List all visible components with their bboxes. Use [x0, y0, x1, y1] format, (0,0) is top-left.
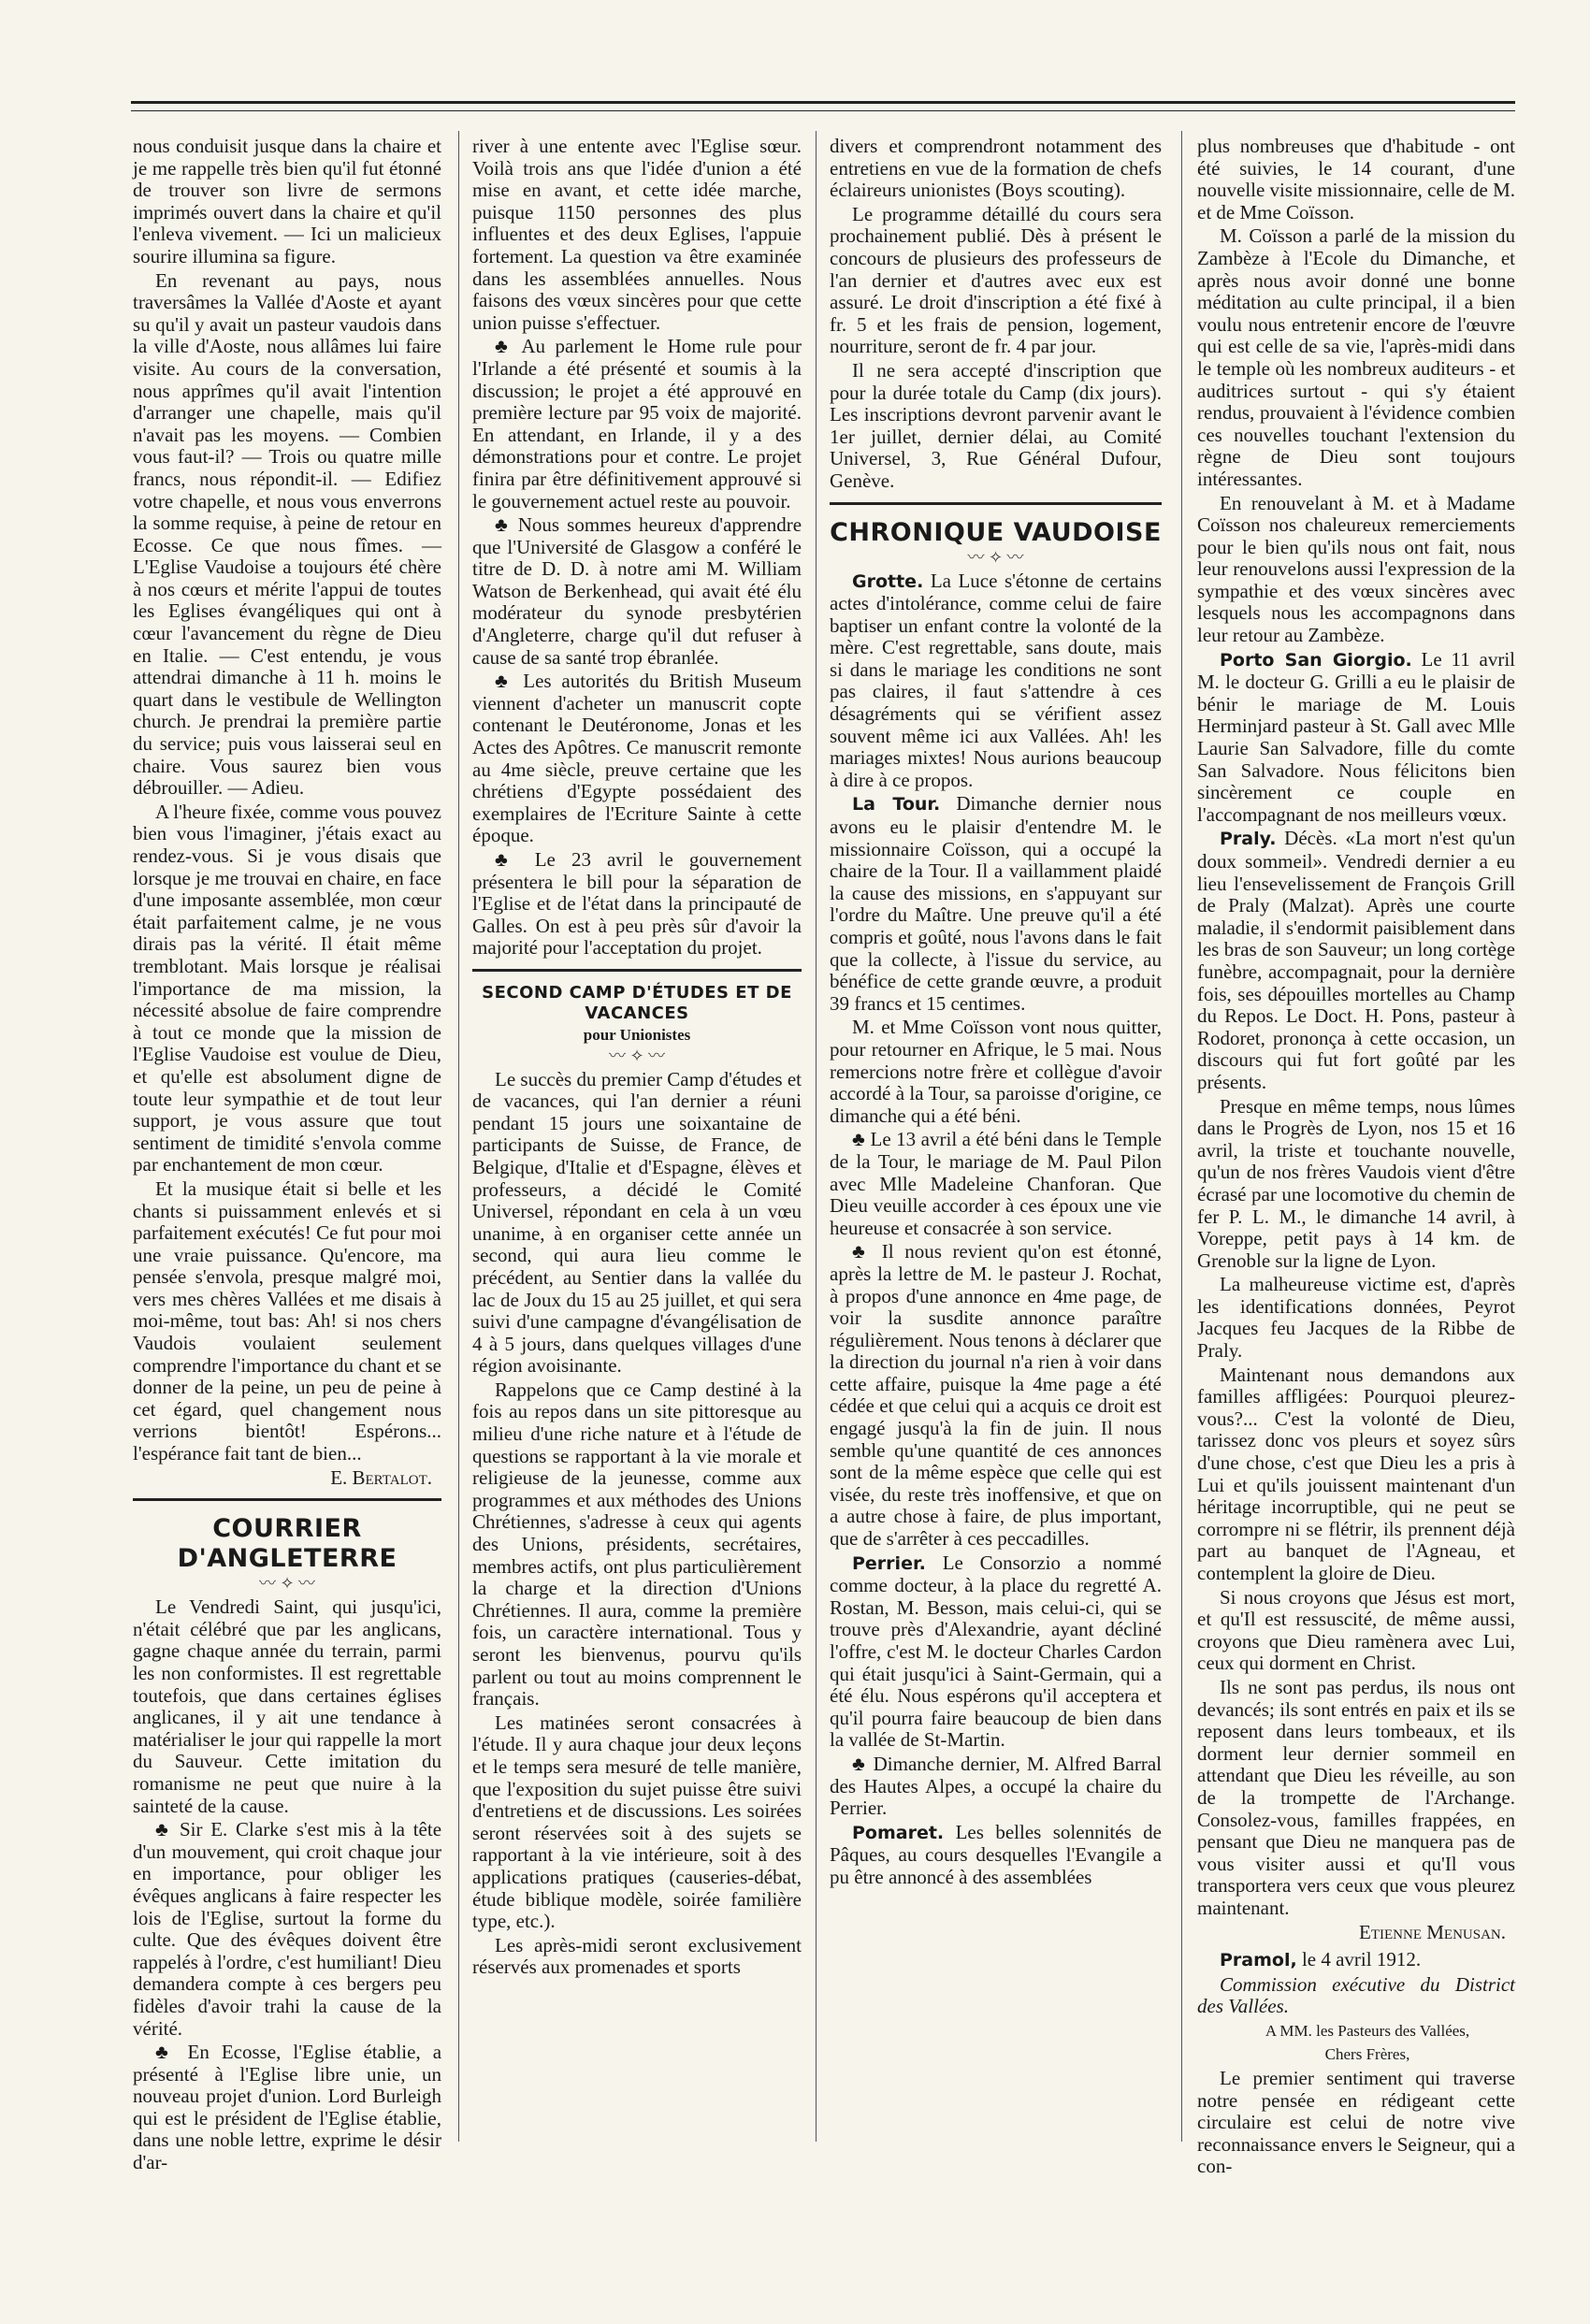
clover-ornament-icon: ♣ [155, 2041, 176, 2064]
flourish-ornament: 〰 ✧ 〰 [608, 1046, 666, 1065]
section-title-courrier: COURRIER D'ANGLETERRE [177, 1514, 398, 1574]
paragraph: A l'heure fixée, comme vous pouvez bien vous l'imaginer, j'étais exact au rendez-vous. Si je vous disais que lorsque je me trouvai en chaire, en face d'une imposante assemblée, mon cœur était parfaitement calme, je ne vous dirais pas la vérité. Il était même tremblotant. Mais lorsque je réalisai l'importance de ma mission, la nécessité absolue de faire comprendre à tout ce monde que la mission de l'Eglise Vaudoise est voulue de Dieu, et qu'elle est absolument digne de toute leur sympathie et de tout leur support, je vous assure que tout sentiment de timidité s'envola comme par enchantement de mon cœur. [133, 800, 442, 1176]
paragraph: M. Coïsson a parlé de la mission du Zambèze à l'Ecole du Dimanche, et après nous avoir donné une bonne méditation au culte principal, il a bien voulu nous entretenir encore de l'œuvre qui est celle de sa vie, l'après-midi dans le temple où les nombreux auditeurs - et auditrices surtout - qui s'y étaient rendus, prouvaient à l'évidence combien ces nouvelles touchant l'extension du règne de Dieu sont toujours intéressantes. [1197, 224, 1515, 490]
paragraph: En renouvelant à M. et à Madame Coïsson nos chaleureux remerciements pour le bien qu'ils nous ont fait, nous leur renouvelons aussi l'expression de la sympathie et des vœux sincères avec lesquels nous les accompagnons dans leur retour au Zambèze. [1197, 491, 1515, 647]
place-name: La Tour. [852, 794, 941, 816]
clover-ornament-icon: ♣ [495, 513, 511, 537]
column-divider [1181, 131, 1182, 2142]
clover-ornament-icon: ♣ [852, 1128, 866, 1151]
place-name: Praly. [1220, 829, 1277, 850]
paragraph: river à une entente avec l'Eglise sœur. Voilà trois ans que l'idée d'union a été mise en avant, et cette idée marche, puisque 1150 personnes des plus influentes et des deux Eglises, l'appuie fortement. La question va être examinée dans les assemblées annuelles. Nous faisons des vœux sincères pour que cette union puisse s'effectuer. [472, 135, 802, 334]
paragraph: Si nous croyons que Jésus est mort, et qu'Il est ressuscité, de même aussi, croyons que Dieu ramènera avec Lui, ceux qui dorment en Christ. [1197, 1585, 1515, 1675]
address-line: A MM. les Pasteurs des Vallées, [1265, 2021, 1470, 2040]
paragraph-text: En Ecosse, l'Eglise établie, a présenté à l'Eglise libre unie, un nouveau projet d'union. Lord Burleigh qui est le président de l'Eglise établie, dans une noble lettre, exprime le désir d'ar- [133, 2041, 442, 2174]
section-rule [830, 502, 1162, 505]
paragraph-text: Le 13 avril a été béni dans le Temple de la Tour, le mariage de M. Paul Pilon avec Mlle Madeleine Chanforan. Que Dieu veuille accorder à ces époux une vie heureuse et consacrée à son service. [830, 1128, 1163, 1239]
paragraph-text: Les belles solennités de Pâques, au cours desquelles l'Evangile a pu être annoncé à des assemblées [830, 1820, 1162, 1888]
section-title-camp: SECOND CAMP D'ÉTUDES ET DE VACANCES [482, 982, 792, 1023]
paragraph: Les après-midi seront exclusivement réservés aux promenades et sports [472, 1933, 802, 1979]
paragraph: Le premier sentiment qui traverse notre pensée en rédigeant cette circulaire est celui de notre vive reconnaissance envers le Seigneur, qui a con- [1197, 2067, 1515, 2178]
paragraph: En revenant au pays, nous traversâmes la Vallée d'Aoste et ayant su qu'il y avait un pasteur vaudois dans la ville d'Aoste, nous allâmes lui faire visite. Au cours de la conversation, nous apprîmes qu'il avait l'intention d'arranger une chapelle, mais qu'il n'avait pas les moyens. — Combien vous faut-il? — Trois ou quatre mille francs, nous répondit-il. — Edifiez votre chapelle, et nous vous enverrons la somme requise, à peine de retour en Ecosse. Ce que nous fîmes. — L'Eglise Vaudoise a toujours été chère à nos cœurs et mérite l'appui de toutes les Eglises évangéliques qui ont à cœur l'avancement du règne de Dieu en Italie. — C'est entendu, je vous attendrai dimanche à 11 h. moins le quart dans le vestibule de Wellington church. Je prendrai la première partie du service; puis vous laisserai seul en chaire. Vous saurez bien vous débrouiller. — Adieu. [133, 268, 441, 800]
column-divider [816, 131, 817, 2142]
paragraph: M. et Mme Coïsson vont nous quitter, pour retourner en Afrique, le 5 mai. Nous remercions notre frère et collègue d'avoir accordé à la Tour, sa paroisse d'origine, ce dimanche qui a été béni. [830, 1016, 1162, 1127]
paragraph-text: Le 11 avril M. le docteur G. Grilli a eu le plaisir de bénir le mariage de M. Louis Herminjard pasteur à St. Gall avec Mlle Laurie San Salvadore, fille du comte San Salvadore. Nous félicitons bien sincèrement ce couple en l'accompagnant de nos meilleurs vœux. [1197, 647, 1515, 826]
clover-ornament-icon: ♣ [495, 335, 513, 358]
paragraph: Rappelons que ce Camp destiné à la fois au repos dans un site pittoresque au milieu d'une riche nature et à l'étude de questions se rapportant à la vie morale et religieuse de la jeunesse, comme aux programmes et aux méthodes des Unions Chrétiennes, s'adresse à ceux qui agents des Unions, présidents, secrétaires, membres actifs, ont plus particulièrement la charge et la direction d'Unions Chrétiennes. Il aura, comme la première fois, un caractère international. Tous y seront les bienvenus, pourvu qu'ils parlent ou tout au moins comprennent le français. [472, 1378, 802, 1711]
place-name: Grotte. [852, 570, 924, 592]
signature: E. Bertalot. [330, 1465, 432, 1489]
clover-ornament-icon: ♣ [495, 670, 513, 693]
flourish-ornament: 〰 ✧ 〰 [967, 547, 1024, 567]
place-name: Porto San Giorgio. [1220, 649, 1412, 671]
section-subtitle-camp: pour Unionistes [583, 1025, 691, 1044]
place-name: Pramol, [1220, 1950, 1297, 1971]
paragraph: La malheureuse victime est, d'après les identifications données, Peyrot Jacques feu Jacques de la Ribbe de Praly. [1197, 1273, 1515, 1363]
section-rule [133, 1498, 441, 1501]
place-name: Perrier. [852, 1552, 926, 1574]
column-1 [133, 135, 442, 2174]
date-text: le 4 avril 1912. [1301, 1948, 1422, 1971]
paragraph-text: Dimanche dernier nous avons eu le plaisir d'entendre M. le missionnaire Coïsson, qui a occupé la chaire de la Tour. Il a vaillamment plaidé la cause des missions, en s'appuyant sur l'ordre du Maître. Une preuve qu'il a été compris et goûté, nous l'avons dans le fait que la collecte, à l'issue du service, au bénéfice de cette grande œuvre, a produit 39 francs et 15 centimes. [830, 792, 1162, 1015]
paragraph-text: Dimanche dernier, M. Alfred Barral des Hautes Alpes, a occupé la chaire du Perrier. [830, 1752, 1163, 1820]
paragraph: Ils ne sont pas perdus, ils nous ont devancés; ils sont entrés en paix et ils se reposent dans leurs tombeaux, et ils dorment leur dernier sommeil en attendant que Dieu les réveille, au son de la trompette de l'Archange. Consolez-vous, familles frappées, en pensant que Dieu ne manquera pas de vous visiter aussi et qu'Il vous transportera vers ceux que vous pleurez maintenant. [1197, 1675, 1515, 1919]
paragraph: Le programme détaillé du cours sera prochainement publié. Dès à présent le concours de plusieurs des professeurs de l'an dernier et d'autres avec eux est assuré. Le droit d'inscription a été fixé à fr. 5 et les frais de pension, logement, nourriture, seront de fr. 4 par jour. [830, 202, 1162, 358]
paragraph-text: Il nous revient qu'on est étonné, après la lettre de M. le pasteur J. Rochat, à propos d'une annonce en 4me page, de voir la susdite annonce paraître régulièrement. Nous tenons à déclarer que la direction du journal n'a rien à voir dans cette affaire, puisque la 4me page a été cédée et que celui qui a acquis ce droit est engagé jusqu'à la fin de juin. Il nous semble qu'une quantité de ces annonces sont de la même espèce que celle qui est visée, du reste très inoffensive, et que on a autre chose à faire, de plus important, que de s'arrêter à ces peccadilles. [830, 1240, 1163, 1551]
paragraph: Maintenant nous demandons aux familles affligées: Pourquoi pleurez-vous?... C'est la volonté de Dieu, tarissez donc vos pleurs et soyez sûrs d'une chose, c'est que Dieu les a pris à Lui et qu'ils jouissent maintenant d'un héritage incorruptible, qui ne peut se corrompre ni se flétrir, ils prennent déjà part au banquet de l'Agneau, et contemplent la gloire de Dieu. [1197, 1363, 1515, 1584]
clover-ornament-icon: ♣ [852, 1752, 867, 1775]
salutation: Chers Frères, [1324, 2045, 1410, 2064]
commission-heading: Commission exécutive du District des Vallées. [1197, 1972, 1515, 2018]
page-top-rule [131, 101, 1515, 111]
paragraph-text: Décès. «La mort n'est qu'un doux sommeil». Vendredi dernier a eu lieu l'ensevelissement de François Grill de Praly (Malzat). Après une courte maladie, il s'endormit paisiblement dans les bras de son Sauveur; un long cortège funèbre, accompagnait, pour la dernière fois, ses dépouilles mortelles au Champ du Repos. Le Doct. H. Pons, pasteur à Rodoret, prononça à cette occasion, un discours qui fut fort goûté par les présents. [1197, 827, 1515, 1093]
clover-ornament-icon: ♣ [495, 848, 519, 871]
paragraph-text: Au parlement le Home rule pour l'Irlande a été présenté et soumis à la discussion; le projet a été approuvé en première lecture par 95 voix de majorité. En attendant, en Irlande, il y a des démonstrations pour et contre. Le projet finira par être définitivement approuvé si le gouvernement actuel reste au pouvoir. [472, 335, 802, 512]
section-rule [472, 969, 802, 972]
paragraph-text: Nous sommes heureux d'apprendre que l'Université de Glasgow a conféré le titre de D. D. à notre ami M. William Watson de Berkenhead, qui avait été élu modérateur du synode presbytérien d'Angleterre, charge qu'il dut refuser à cause de sa santé trop ébranlée. [472, 513, 802, 669]
place-name: Pomaret. [852, 1822, 945, 1843]
paragraph: Il ne sera accepté d'inscription que pour la durée totale du Camp (dix jours). Les inscriptions devront parvenir avant le 1er juillet, dernier délai, au Comité Universel, 3, Rue Général Dufour, Genève. [830, 358, 1162, 492]
paragraph: Les matinées seront consacrées à l'étude. Il y aura chaque jour deux leçons et le temps sera mesuré de telle manière, que l'exposition du sujet puisse être suivi d'entretiens et de discussions. Les soirées seront réservées soit à des sujets se rapportant à la vie intérieure, soit à des applications pratiques (causeries-débat, étude biblique modèle, soirée familière type, etc.). [472, 1711, 802, 1933]
column-2 [472, 136, 802, 2146]
paragraph-text: La Luce s'étonne de certains actes d'intolérance, comme celui de faire baptiser un enfant contre la volonté de la mère. C'est regrettable, sans doute, mais si dans le mariage les conditions ne sont pas claires, il faut s'attendre à ces désagréments qui se vérifient assez souvent même ici aux Vallées. Ah! les mariages mixtes! Nous aurions beaucoup à dire à ce propos. [830, 569, 1163, 791]
column-3 [830, 136, 1162, 2146]
paragraph-text: Sir E. Clarke s'est mis à la tête d'un mouvement, qui croit chaque jour en importance, pour obliger les évêques anglicans à faire respecter les lois de l'Eglise, surtout la forme du culte. Que des évêques doivent être rappelés à l'ordre, c'est humiliant! Dieu demandera compte à ces bergers peu fidèles d'avoir trahi la cause de la vérité. [133, 1818, 442, 2040]
flourish-ornament: 〰 ✧ 〰 [258, 1574, 316, 1594]
paragraph: plus nombreuses que d'habitude - ont été suivies, le 14 courant, d'une nouvelle visite missionnaire, celle de M. et de Mme Coïsson. [1197, 135, 1515, 224]
paragraph: Presque en même temps, nous lûmes dans le Progrès de Lyon, nos 15 et 16 avril, la triste et touchante nouvelle, qu'un de nos frères Vaudois vient d'être écrasé par une locomotive du chemin de fer P. L. M., le dimanche 14 avril, à Voreppe, petit pays à 14 km. de Grenoble sur la ligne de Lyon. [1197, 1094, 1515, 1272]
paragraph: nous conduisit jusque dans la chaire et je me rappelle très bien qu'il fut étonné de trouver son livre de sermons imprimés ouvert dans la chaire et qu'il l'enleva vivement. — Ici un malicieux sourire illumina sa figure. [133, 135, 441, 267]
section-title-chronique: CHRONIQUE VAUDOISE [830, 517, 1162, 547]
paragraph-text: Les autorités du British Museum viennent d'acheter un manuscrit copte contenant le Deutéronome, Jonas et les Actes des Apôtres. Ce manuscrit remonte au 4me siècle, preuve certaine que les chrétiens d'Egypte possédaient des exemplaires de l'Ecriture Sainte à cette époque. [472, 670, 802, 847]
paragraph: divers et comprendront notamment des entretiens en vue de la formation de chefs éclaireurs unionistes (Boys scouting). [830, 135, 1162, 202]
clover-ornament-icon: ♣ [155, 1818, 172, 1841]
clover-ornament-icon: ♣ [852, 1240, 872, 1263]
column-divider [458, 131, 459, 2142]
paragraph-text: Le 23 avril le gouvernement présentera le bill pour la séparation de l'Eglise et de l'état dans la principauté de Galles. On est à peu près sûr d'avoir la majorité pour l'acceptation du projet. [472, 848, 802, 960]
paragraph-text: Le Consorzio a nommé comme docteur, à la place du regretté A. Rostan, M. Besson, mais celui-ci, qui se trouve près d'Alexandrie, ayant décliné l'offre, c'est M. le docteur Charles Cardon qui était jusqu'ici à Saint-Germain, qui a été élu. Nous espérons qu'il acceptera et qu'il pourra faire beaucoup de bien dans la vallée de St-Martin. [830, 1551, 1162, 1752]
signature: Etienne Menusan. [1359, 1920, 1506, 1943]
paragraph: Et la musique était si belle et les chants si puissamment enlevés et si parfaitement exécutés! Ce fut pour moi une vraie puissance. Qu'encore, ma pensée s'envola, presque malgré moi, vers mes chères Vallées et me disais à moi-même, tout bas: Ah! si nos chers Vaudois voulaient seulement comprendre l'importance du chant et se donner de la peine, un peu de peine à cet égard, quel changement nous verrions bientôt! Espérons... l'espérance fait tant de bien... [133, 1176, 441, 1465]
column-4 [1197, 135, 1515, 2178]
paragraph: Le succès du premier Camp d'études et de vacances, qui l'an dernier a réuni pendant 15 jours une soixantaine de participants de Suisse, de France, de Belgique, d'Italie et d'Espagne, élèves et professeurs, a décidé le Comité Universel, répondant en cela à un vœu unanime, à en organiser cette année un second, qui aura lieu comme le précédent, au Sentier dans la vallée du lac de Joux du 15 au 25 juillet, et qui sera suivi d'une campagne d'évangélisation de 4 à 5 jours, dans quelques villages d'une région avoisinante. [472, 1067, 802, 1378]
paragraph: Le Vendredi Saint, qui jusqu'ici, n'était célébré que par les anglicans, gagne chaque année du terrain, parmi les non conformistes. Il est regrettable toutefois, que dans certaines églises anglicanes, il y ait une tendance à matérialiser le jour qui rappelle la mort du Sauveur. Cette imitation du romanisme ne peut que nuire à la sainteté de la cause. [133, 1595, 441, 1817]
